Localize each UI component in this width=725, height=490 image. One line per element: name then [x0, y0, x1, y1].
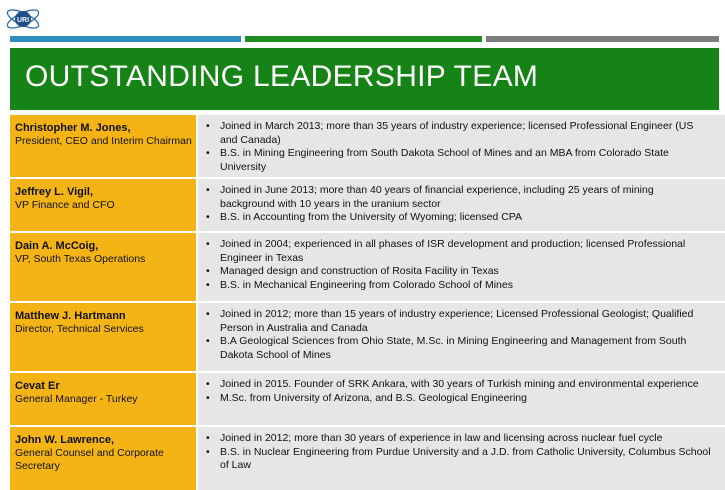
logo-text: URI [16, 17, 30, 24]
list-item: • B.S. in Nuclear Engineering from Purdue University and a J.D. from Catholic University, Columbus School of Law [204, 446, 711, 473]
member-role: General Counsel and Corporate Secretary [15, 447, 164, 472]
member-cell [10, 115, 197, 178]
list-item: • B.A Geological Sciences from Ohio State, M.Sc. in Mining Engineering and Management from South Dakota School of Mines [204, 335, 711, 362]
member-role: VP, South Texas Operations [15, 253, 146, 265]
member-cell [10, 302, 197, 372]
list-item: • B.S. in Accounting from the University of Wyoming; licensed CPA [204, 211, 711, 225]
list-item: • Joined in June 2013; more than 40 years of financial experience, including 25 years of mining background with 10 years in the uranium sector [204, 184, 711, 211]
member-details [197, 232, 725, 302]
member-role: President, CEO and Interim Chairman [15, 135, 192, 147]
table-row [10, 115, 725, 178]
member-cell [10, 178, 197, 232]
member-name: Matthew J. Hartmann [15, 310, 126, 322]
member-details [197, 178, 725, 232]
list-item: • Joined in 2012; more than 30 years of experience in law and licensing across nuclear fuel cycle [204, 432, 711, 446]
member-role: General Manager - Turkey [15, 393, 138, 405]
uri-logo-emblem [4, 4, 42, 34]
table-row [10, 178, 725, 232]
uri-logo [4, 4, 42, 34]
leadership-table [10, 115, 725, 490]
member-name: Jeffrey L. Vigil, [15, 186, 94, 198]
member-details [197, 115, 725, 178]
table-row [10, 372, 725, 426]
member-role: VP Finance and CFO [15, 199, 115, 211]
member-name: Christopher M. Jones, [15, 122, 131, 134]
member-name: John W. Lawrence, [15, 434, 115, 446]
table-row [10, 232, 725, 302]
list-item: • Managed design and construction of Rosita Facility in Texas [204, 265, 711, 279]
page-title: OUTSTANDING LEADERSHIP TEAM [25, 60, 539, 93]
table-row [10, 302, 725, 372]
member-cell [10, 372, 197, 426]
list-item: • Joined in March 2013; more than 35 years of industry experience; licensed Professional Engineer (US and Canada) [204, 120, 711, 147]
member-cell [10, 426, 197, 490]
list-item: • Joined in 2015. Founder of SRK Ankara, with 30 years of Turkish mining and environmental experience [204, 378, 711, 392]
title-banner [10, 48, 719, 110]
list-item: • B.S. in Mining Engineering from South Dakota School of Mines and an MBA from Colorado State University [204, 147, 711, 174]
member-name: Dain A. McCoig, [15, 240, 99, 252]
member-details [197, 426, 725, 490]
list-item: • Joined in 2012; more than 15 years of industry experience; Licensed Professional Geologist; Qualified Person in Australia and Canada [204, 308, 711, 335]
accent-stripe-gray [486, 36, 719, 42]
list-item: • Joined in 2004; experienced in all phases of ISR development and production; licensed Professional Engineer in Texas [204, 238, 711, 265]
table-row [10, 426, 725, 490]
member-cell [10, 232, 197, 302]
accent-stripe-blue [10, 36, 241, 42]
member-name: Cevat Er [15, 380, 60, 392]
list-item: • M.Sc. from University of Arizona, and B.S. Geological Engineering [204, 392, 711, 406]
member-details [197, 302, 725, 372]
list-item: • B.S. in Mechanical Engineering from Colorado School of Mines [204, 279, 711, 293]
member-details [197, 372, 725, 426]
member-role: Director, Technical Services [15, 323, 144, 335]
accent-stripe-green [245, 36, 482, 42]
